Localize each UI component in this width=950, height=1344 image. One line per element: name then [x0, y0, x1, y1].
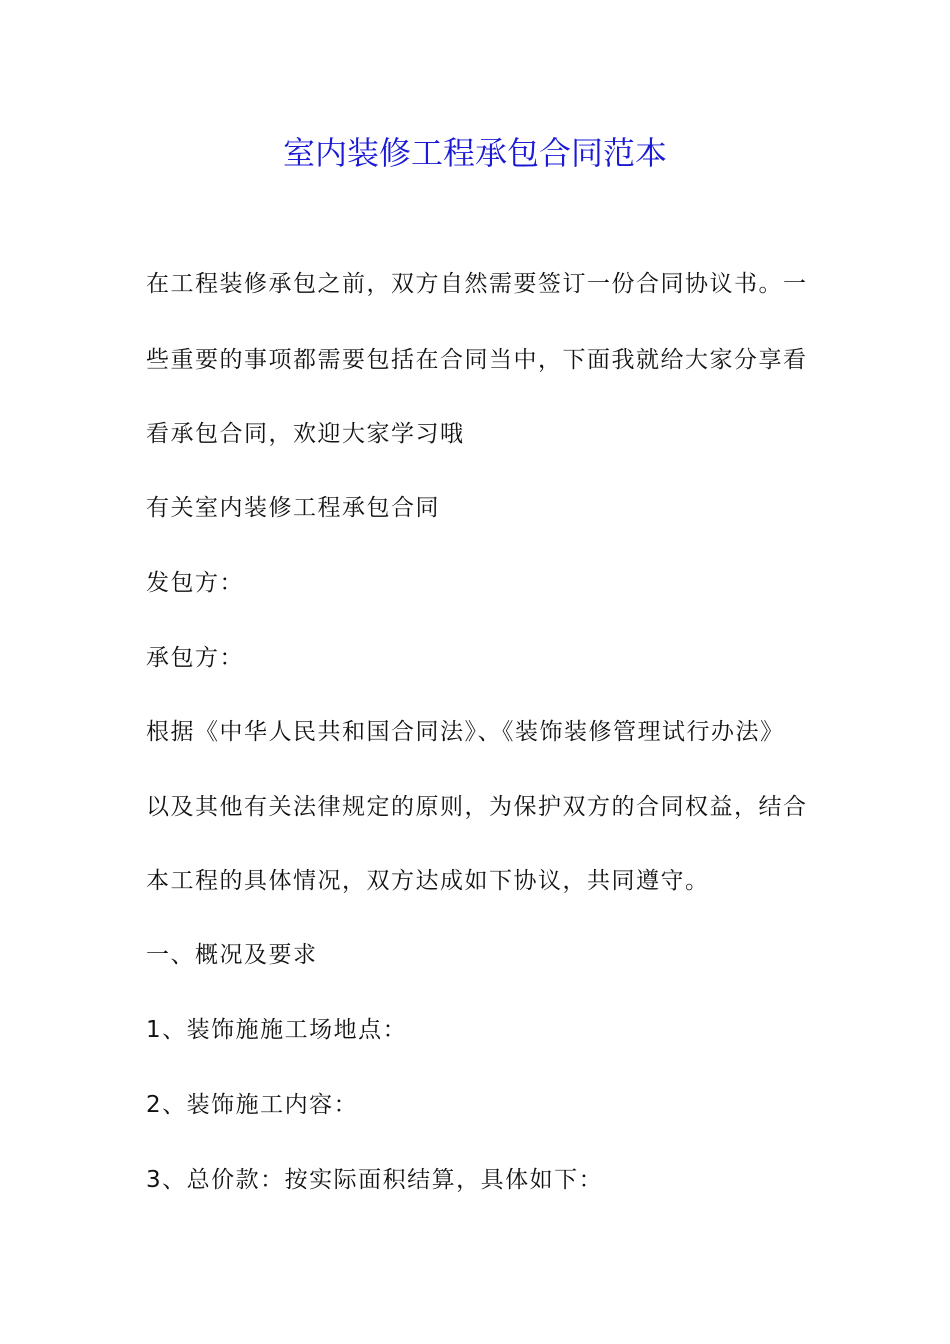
party-b-label: 承包方：	[146, 645, 244, 671]
body-line-9: 本工程的具体情况，双方达成如下协议，共同遵守。	[146, 868, 710, 894]
section-heading-1: 一、概况及要求	[146, 942, 318, 968]
body-line-1: 在工程装修承包之前，双方自然需要签订一份合同协议书。一	[146, 271, 808, 297]
item-3: 3、总价款：按实际面积结算，具体如下：	[146, 1167, 604, 1193]
party-a-label: 发包方：	[146, 570, 244, 596]
body-line-3: 看承包合同，欢迎大家学习哦	[146, 421, 465, 447]
body-line-7: 根据《中华人民共和国合同法》、《装饰装修管理试行办法》	[146, 719, 785, 745]
document-title: 室内装修工程承包合同范本	[282, 134, 667, 172]
item-1: 1、装饰施施工场地点：	[146, 1017, 408, 1043]
item-2: 2、装饰施工内容：	[146, 1092, 359, 1118]
body-line-8: 以及其他有关法律规定的原则，为保护双方的合同权益，结合	[146, 794, 808, 820]
body-line-2: 些重要的事项都需要包括在合同当中，下面我就给大家分享看	[146, 347, 808, 373]
body-line-4: 有关室内装修工程承包合同	[146, 495, 440, 521]
